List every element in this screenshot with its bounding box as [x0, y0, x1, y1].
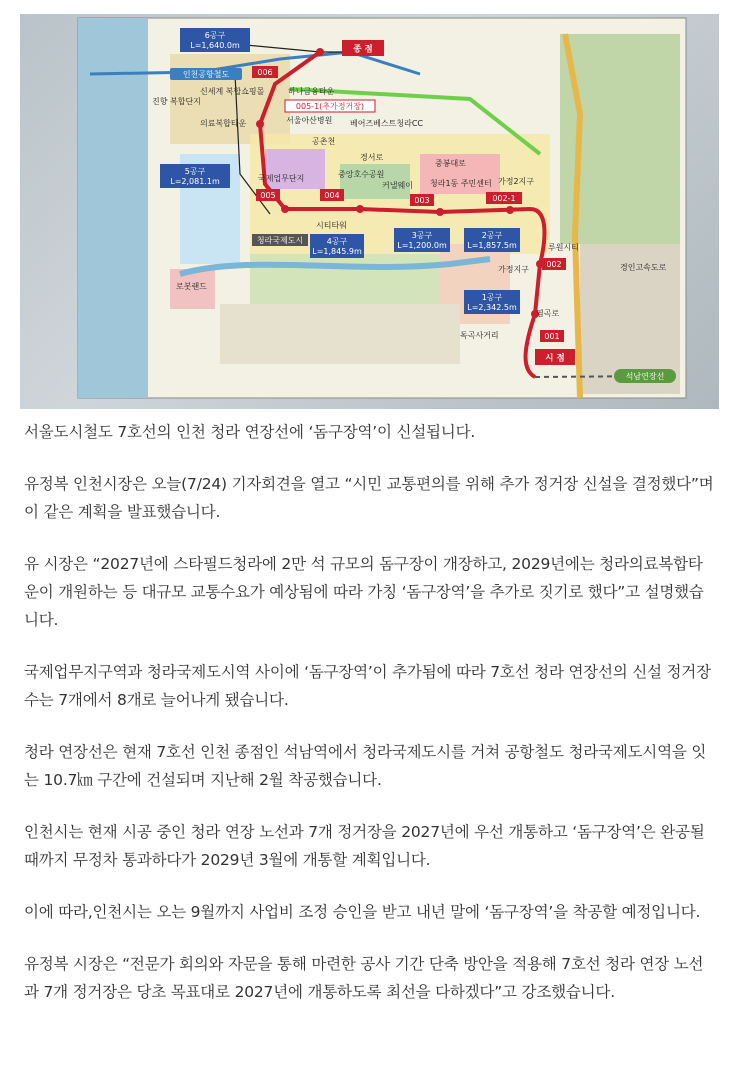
parcel — [220, 304, 460, 364]
article-paragraph: 유정복 인천시장은 오늘(7/24) 기자회견을 열고 “시민 교통편의를 위해 추가 정거장 신설을 결정했다”며 이 같은 계획을 발표했습니다. — [24, 475, 714, 521]
article-paragraph: 서울도시철도 7호선의 인천 청라 연장선에 ‘돔구장역’이 신설됩니다. — [24, 423, 476, 441]
intl-business-label: 국제업무단지 — [258, 174, 305, 183]
section-box-4 — [310, 234, 364, 258]
svg-text:L=1,857.5m: L=1,857.5m — [467, 241, 517, 250]
article-paragraph: 유정복 시장은 “전문가 회의와 자문을 통해 마련한 공사 기간 단축 방안을 적용해 7호선 청라 연장 노선과 7개 정거장은 당초 목표대로 2027년에 개통하도록 최선을 다하겠다”고 강조했습니다. — [24, 955, 704, 1001]
ruwon-label: 루원시티 — [548, 243, 579, 252]
gajeong2-label: 가정2지구 — [498, 177, 535, 186]
article-paragraph: 청라 연장선은 현재 7호선 인천 종점인 석남역에서 청라국제도시를 거쳐 공항철도 청라국제도시역을 잇는 10.7㎞ 구간에 건설되며 지난해 2월 착공했습니다. — [24, 743, 707, 789]
svg-text:5공구: 5공구 — [184, 167, 206, 176]
section-box-3 — [394, 228, 450, 252]
svg-text:L=1,200.0m: L=1,200.0m — [397, 241, 447, 250]
robot-land-label: 로봇랜드 — [176, 282, 207, 291]
station-number-006: 006 — [257, 68, 273, 77]
station-number-001: 001 — [544, 332, 560, 341]
yeomgok-label: 염곡로 — [536, 309, 560, 318]
svg-text:4공구: 4공구 — [326, 237, 348, 246]
section-box-1 — [464, 290, 520, 314]
station-number-002: 002 — [546, 260, 562, 269]
shinsegae-label: 신세계 복합쇼핑몰 — [200, 87, 265, 96]
station-number-002-1: 002-1 — [492, 194, 516, 203]
gyeongseo-label: 경서로 — [360, 153, 384, 162]
gyeongin-expressway-label: 경인고속도로 — [620, 263, 667, 272]
svg-text:1공구: 1공구 — [481, 293, 503, 302]
city-tower-label: 시티타워 — [316, 221, 347, 230]
dokgok-label: 독곡사거리 — [460, 331, 499, 340]
section-box-5 — [160, 164, 230, 188]
canal-label: 커낼웨이 — [382, 181, 413, 190]
svg-text:L=1,640.0m: L=1,640.0m — [190, 41, 240, 50]
beaz-label: 베어즈베스트청라CC — [350, 119, 423, 128]
seoul-medical-label: 서울아산병원 — [286, 116, 333, 125]
section-box-6 — [180, 28, 250, 52]
end-point-label: 종 점 — [353, 44, 373, 55]
jungbongdaero-label: 중봉대로 — [435, 159, 466, 168]
cheongna-intl-city-label: 청라국제도시 — [256, 236, 304, 245]
svg-text:L=1,845.9m: L=1,845.9m — [312, 247, 362, 256]
station-number-004: 004 — [324, 191, 340, 200]
svg-text:2공구: 2공구 — [481, 231, 503, 240]
station-number-003: 003 — [414, 196, 430, 205]
cheongna1-label: 청라1동 주민센터 — [430, 179, 492, 188]
airport-railway-label: 인천공항철도 — [182, 70, 230, 79]
gajeong-district-label: 가정지구 — [498, 265, 529, 274]
section-box-2 — [464, 228, 520, 252]
seoknam-extension-label: 석남연장선 — [625, 372, 665, 381]
svg-text:3공구: 3공구 — [411, 231, 433, 240]
article-paragraph: 인천시는 현재 시공 중인 청라 연장 노선과 7개 정거장을 2027년에 우선 개통하고 ‘돔구장역’은 완공될 때까지 무정차 통과하다가 2029년 3월에 개통할 계획입니다. — [24, 823, 705, 869]
station-number-005: 005 — [260, 191, 276, 200]
jinhwa-label: 진향 복합단지 — [152, 97, 201, 106]
added-station-label: 005-1(추가정거장) — [295, 102, 365, 111]
article-body — [24, 418, 714, 1030]
central-park-label: 중앙호수공원 — [338, 170, 385, 179]
start-point-label: 시 점 — [545, 353, 565, 364]
hana-bank-label: 하나금융타운 — [288, 87, 335, 96]
svg-text:L=2,342.5m: L=2,342.5m — [467, 303, 517, 312]
article-paragraph: 이에 따라,인천시는 오는 9월까지 사업비 조정 승인을 받고 내년 말에 ‘돔구장역’을 착공할 예정입니다. — [24, 903, 701, 921]
article-paragraph: 유 시장은 “2027년에 스타필드청라에 2만 석 규모의 돔구장이 개장하고, 2029년에는 청라의료복합타운이 개원하는 등 대규모 교통수요가 예상됨에 따라 가칭 ‘돔구장역’을 추가로 짓기로 했다”고 설명했습니다. — [24, 555, 704, 629]
route-map — [20, 14, 719, 409]
route-map-image — [20, 14, 719, 409]
svg-text:L=2,081.1m: L=2,081.1m — [170, 177, 220, 186]
svg-text:6공구: 6공구 — [204, 31, 226, 40]
gongchoncheon-label: 공촌천 — [312, 137, 336, 146]
parcel — [265, 149, 325, 189]
medical-label: 의료복합타운 — [200, 119, 247, 128]
article-paragraph: 국제업무지구역과 청라국제도시역 사이에 ‘돔구장역’이 추가됨에 따라 7호선 청라 연장선의 신설 정거장 수는 7개에서 8개로 늘어나게 됐습니다. — [24, 663, 711, 709]
